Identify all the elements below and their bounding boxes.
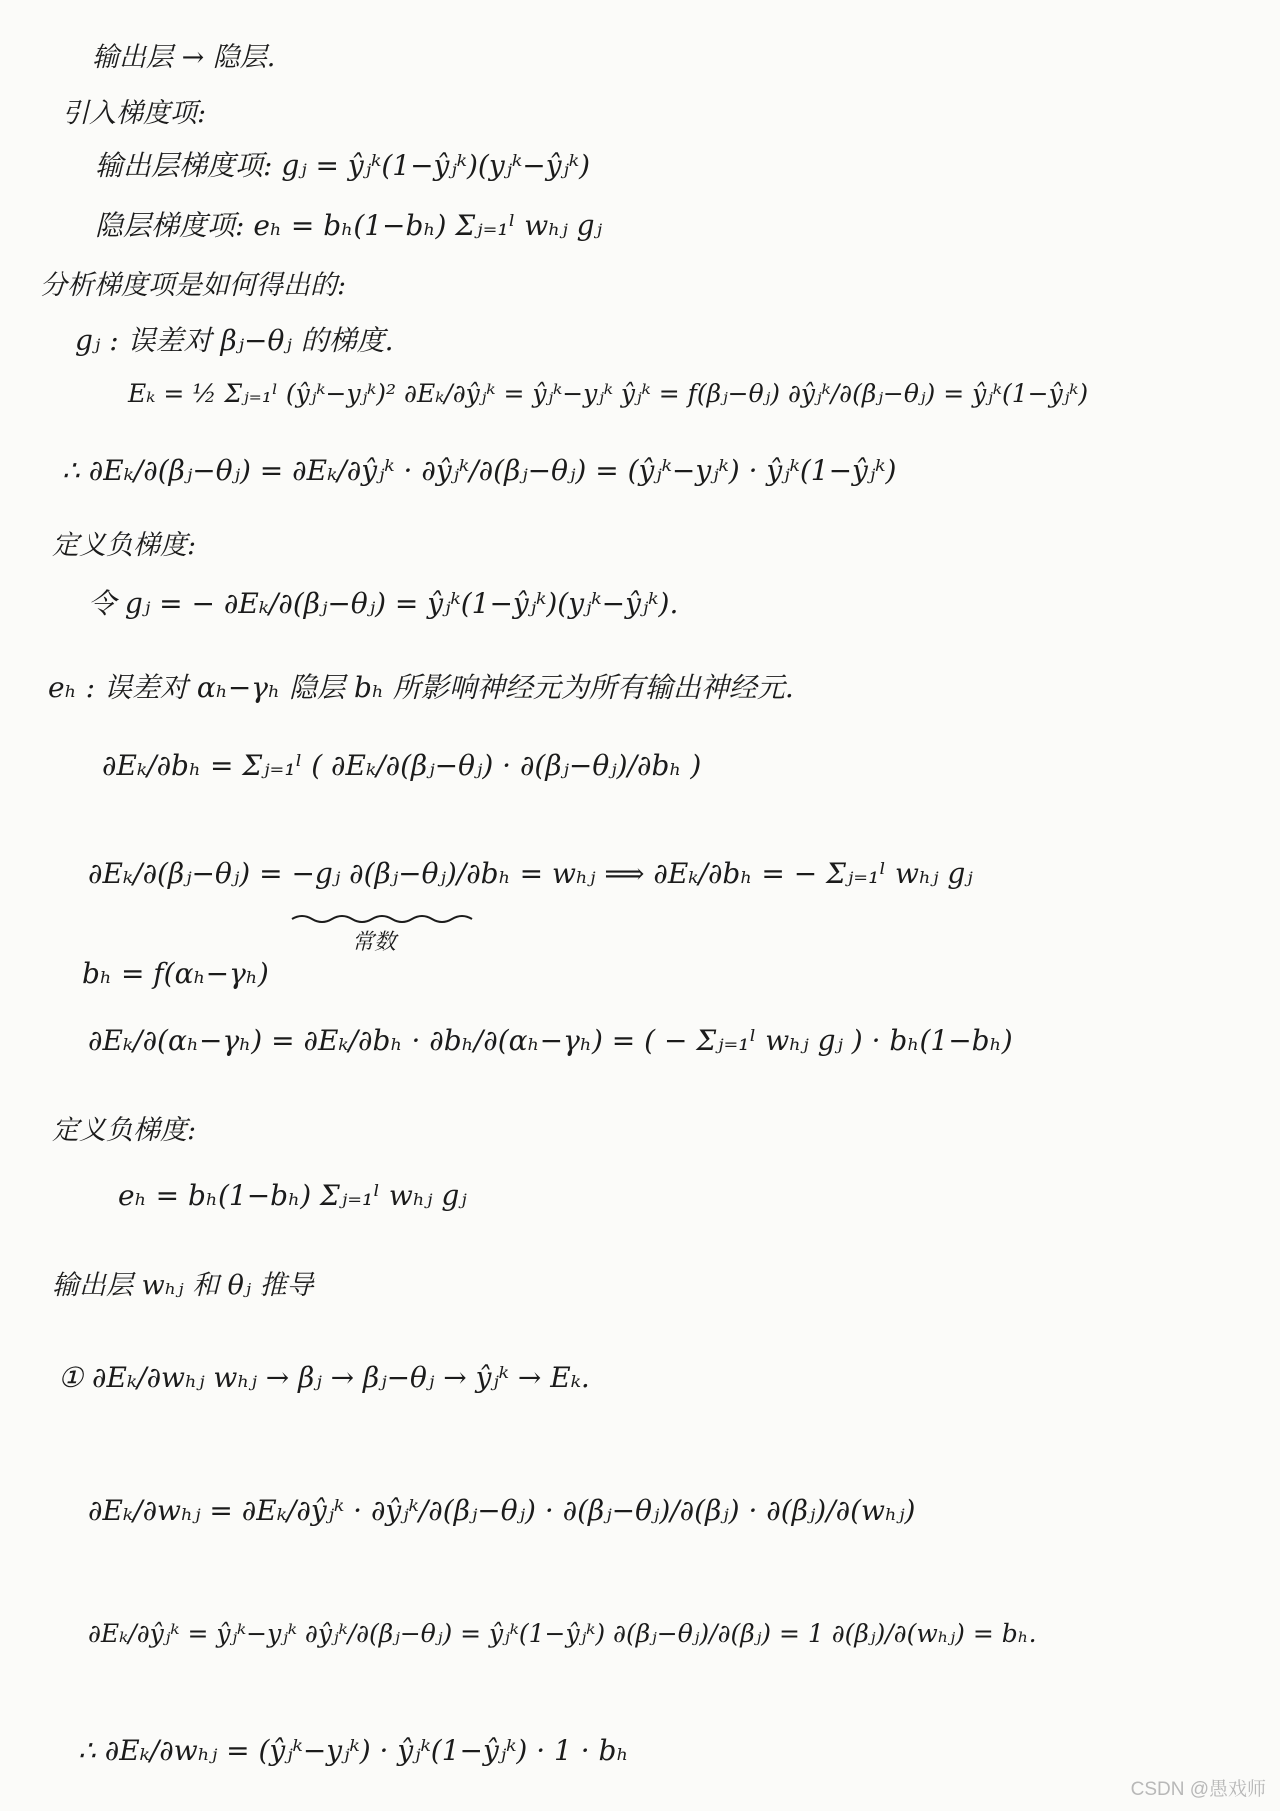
e-definition-text: eₕ : 误差对 αₕ−γₕ 隐层 bₕ 所影响神经元为所有输出神经元. — [48, 671, 794, 704]
heading-analyze-gradient: 分析梯度项是如何得出的: — [40, 270, 347, 301]
constant-annotation: 常数 — [352, 930, 397, 955]
output-gradient-term-formula: 输出层梯度项: gⱼ = ŷⱼᵏ(1−ŷⱼᵏ)(yⱼᵏ−ŷⱼᵏ) — [95, 149, 591, 182]
weight-partial-results-row: ∂Eₖ/∂ŷⱼᵏ = ŷⱼᵏ−yⱼᵏ ∂ŷⱼᵏ/∂(βⱼ−θⱼ) = ŷⱼᵏ(1−ŷⱼᵏ) ∂(βⱼ−θⱼ)/∂(βⱼ) = 1 ∂(βⱼ)/∂(wₕⱼ) = bₕ. — [88, 1619, 1037, 1648]
g-definition-text: gⱼ : 误差对 βⱼ−θⱼ 的梯度. — [75, 324, 394, 357]
weight-gradient-final: ∴ ∂Eₖ/∂wₕⱼ = (ŷⱼᵏ−yⱼᵏ) · ŷⱼᵏ(1−ŷⱼᵏ) · 1 · bₕ — [78, 1734, 629, 1767]
section-heading-output-to-hidden: 输出层 → 隐层. — [92, 42, 276, 73]
error-and-derivatives-row: Eₖ = ½ Σⱼ₌₁ˡ (ŷⱼᵏ−yⱼᵏ)² ∂Eₖ/∂ŷⱼᵏ = ŷⱼᵏ−yⱼᵏ ŷⱼᵏ = f(βⱼ−θⱼ) ∂ŷⱼᵏ/∂(βⱼ−θⱼ) = ŷⱼᵏ(1−ŷⱼᵏ) — [128, 379, 1089, 408]
hidden-output-derivative-sum: ∂Eₖ/∂bₕ = Σⱼ₌₁ˡ ( ∂Eₖ/∂(βⱼ−θⱼ) · ∂(βⱼ−θⱼ)/∂bₕ ) — [102, 749, 702, 782]
heading-define-negative-gradient-2: 定义负梯度: — [52, 1115, 197, 1146]
g-negative-gradient-formula: 令 gⱼ = − ∂Eₖ/∂(βⱼ−θⱼ) = ŷⱼᵏ(1−ŷⱼᵏ)(yⱼᵏ−ŷⱼᵏ). — [88, 587, 679, 620]
underline-squiggle — [290, 912, 480, 926]
chain-rule-hidden-gradient: ∂Eₖ/∂(αₕ−γₕ) = ∂Eₖ/∂bₕ · ∂bₕ/∂(αₕ−γₕ) = ( − Σⱼ₌₁ˡ wₕⱼ gⱼ ) · bₕ(1−bₕ) — [88, 1024, 1013, 1057]
heading-define-negative-gradient: 定义负梯度: — [52, 530, 197, 561]
hidden-gradient-term-formula: 隐层梯度项: eₕ = bₕ(1−bₕ) Σⱼ₌₁ˡ wₕⱼ gⱼ — [95, 209, 602, 242]
e-negative-gradient-formula: eₕ = bₕ(1−bₕ) Σⱼ₌₁ˡ wₕⱼ gⱼ — [118, 1179, 467, 1212]
chain-rule-output-gradient: ∴ ∂Eₖ/∂(βⱼ−θⱼ) = ∂Eₖ/∂ŷⱼᵏ · ∂ŷⱼᵏ/∂(βⱼ−θⱼ) = (ŷⱼᵏ−yⱼᵏ) · ŷⱼᵏ(1−ŷⱼᵏ) — [62, 454, 897, 487]
partial-derivative-results-row: ∂Eₖ/∂(βⱼ−θⱼ) = −gⱼ ∂(βⱼ−θⱼ)/∂bₕ = wₕⱼ ⟹ ∂Eₖ/∂bₕ = − Σⱼ₌₁ˡ wₕⱼ gⱼ — [88, 857, 973, 890]
heading-introduce-gradient-terms: 引入梯度项: — [62, 98, 207, 129]
weight-dependency-chain: ① ∂Eₖ/∂wₕⱼ wₕⱼ → βⱼ → βⱼ−θⱼ → ŷⱼᵏ → Eₖ. — [58, 1361, 590, 1394]
heading-output-weight-derivation: 输出层 wₕⱼ 和 θⱼ 推导 — [52, 1270, 314, 1301]
watermark-text: CSDN @愚戏师 — [1130, 1779, 1266, 1800]
b-activation-formula: bₕ = f(αₕ−γₕ) — [82, 957, 269, 990]
weight-chain-rule-formula: ∂Eₖ/∂wₕⱼ = ∂Eₖ/∂ŷⱼᵏ · ∂ŷⱼᵏ/∂(βⱼ−θⱼ) · ∂(βⱼ−θⱼ)/∂(βⱼ) · ∂(βⱼ)/∂(wₕⱼ) — [88, 1494, 916, 1527]
